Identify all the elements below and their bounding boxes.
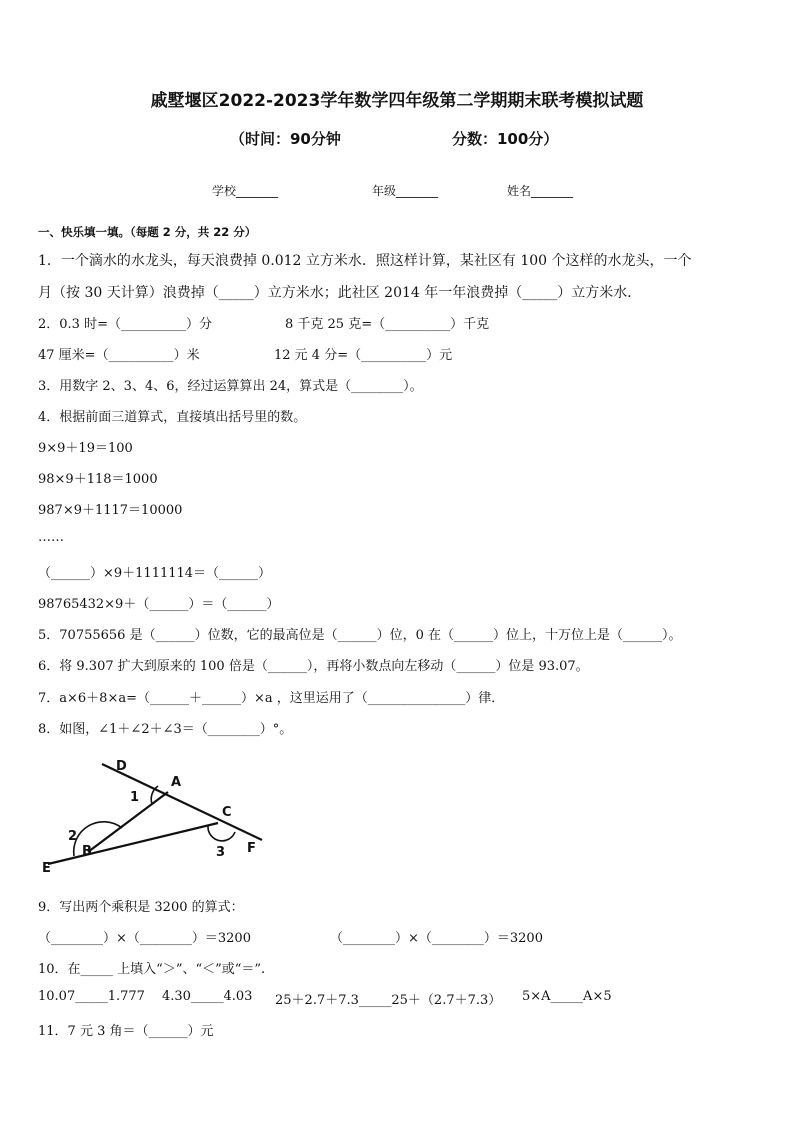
angle-3-arc bbox=[208, 826, 235, 841]
label-c: C bbox=[222, 805, 232, 820]
label-angle-2: 2 bbox=[68, 829, 78, 844]
angle-figure bbox=[30, 752, 270, 882]
grade-field: 年级_______ bbox=[372, 184, 439, 198]
question-9-a: （________）×（________）＝3200 bbox=[38, 931, 251, 946]
question-1-line-2: 月（按 30 天计算）浪费掉（_____）立方米水；此社区 2014 年一年浪费掉（_____）立方米水． bbox=[38, 285, 642, 301]
question-9-b: （________）×（________）＝3200 bbox=[330, 931, 543, 946]
name-field: 姓名_______ bbox=[507, 184, 574, 198]
label-d: D bbox=[116, 759, 127, 774]
question-10-c: 25＋2.7＋7.3_____25＋（2.7＋7.3） bbox=[275, 993, 502, 1008]
question-10-stem: 10．在_____ 上填入“＞”、“＜”或“＝”. bbox=[38, 962, 266, 977]
time-limit: （时间：90分钟 bbox=[230, 130, 341, 148]
label-e: E bbox=[42, 861, 51, 876]
question-2-b: 8 千克 25 克=（__________）千克 bbox=[285, 317, 490, 332]
question-2-a: 2．0.3 时=（__________）分 bbox=[38, 317, 212, 332]
question-6: 6．将 9.307 扩大到原来的 100 倍是（______），再将小数点向左移动（______）位是 93.07。 bbox=[38, 659, 589, 674]
question-2-d: 12 元 4 分=（__________）元 bbox=[274, 348, 453, 363]
total-score: 分数：100分） bbox=[452, 130, 559, 148]
school-field: 学校_______ bbox=[212, 184, 279, 198]
question-4-blank-1: （______）×9＋1111114＝（______） bbox=[38, 566, 272, 581]
question-4-blank-2: 98765432×9＋（______）＝（______） bbox=[38, 597, 280, 612]
label-angle-1: 1 bbox=[130, 790, 140, 805]
section-heading: 一、快乐填一填。（每题 2 分，共 22 分） bbox=[38, 225, 257, 239]
label-f: F bbox=[247, 841, 256, 856]
line-df bbox=[102, 764, 262, 840]
label-angle-3: 3 bbox=[216, 845, 226, 860]
question-4-example-3: 987×9＋1117＝10000 bbox=[38, 503, 183, 518]
question-4-ellipsis: …… bbox=[38, 530, 64, 545]
question-4-example-2: 98×9＋118＝1000 bbox=[38, 472, 158, 487]
page-title: 戚墅堰区2022-2023学年数学四年级第二学期期末联考模拟试题 bbox=[150, 91, 644, 111]
question-2-c: 47 厘米=（__________）米 bbox=[38, 348, 200, 363]
question-8: 8．如图，∠1＋∠2＋∠3＝（________）°。 bbox=[38, 722, 293, 737]
question-11: 11．7 元 3 角＝（______）元 bbox=[38, 1024, 214, 1039]
label-a: A bbox=[171, 775, 182, 790]
question-10-a: 10.07_____1.777 bbox=[38, 989, 145, 1004]
question-10-b: 4.30_____4.03 bbox=[162, 989, 253, 1004]
question-9-stem: 9．写出两个乘积是 3200 的算式： bbox=[38, 900, 244, 915]
question-1-line-1: 1．一个滴水的水龙头，每天浪费掉 0.012 立方米水．照这样计算，某社区有 100 个这样的水龙头，一个 bbox=[38, 253, 692, 269]
question-7: 7．a×6＋8×a=（______＋______）×a ，这里运用了（_______________）律． bbox=[38, 691, 505, 706]
question-4-example-1: 9×9＋19＝100 bbox=[38, 441, 133, 456]
question-3: 3．用数字 2、3、4、6，经过运算算出 24，算式是（________）。 bbox=[38, 379, 423, 394]
question-5: 5．70755656 是（______）位数，它的最高位是（______）位，0 在（______）位上，十万位上是（______）。 bbox=[38, 628, 682, 643]
question-4-stem: 4．根据前面三道算式，直接填出括号里的数。 bbox=[38, 410, 307, 425]
question-10-d: 5×A_____A×5 bbox=[522, 989, 612, 1004]
label-b: B bbox=[82, 844, 92, 859]
